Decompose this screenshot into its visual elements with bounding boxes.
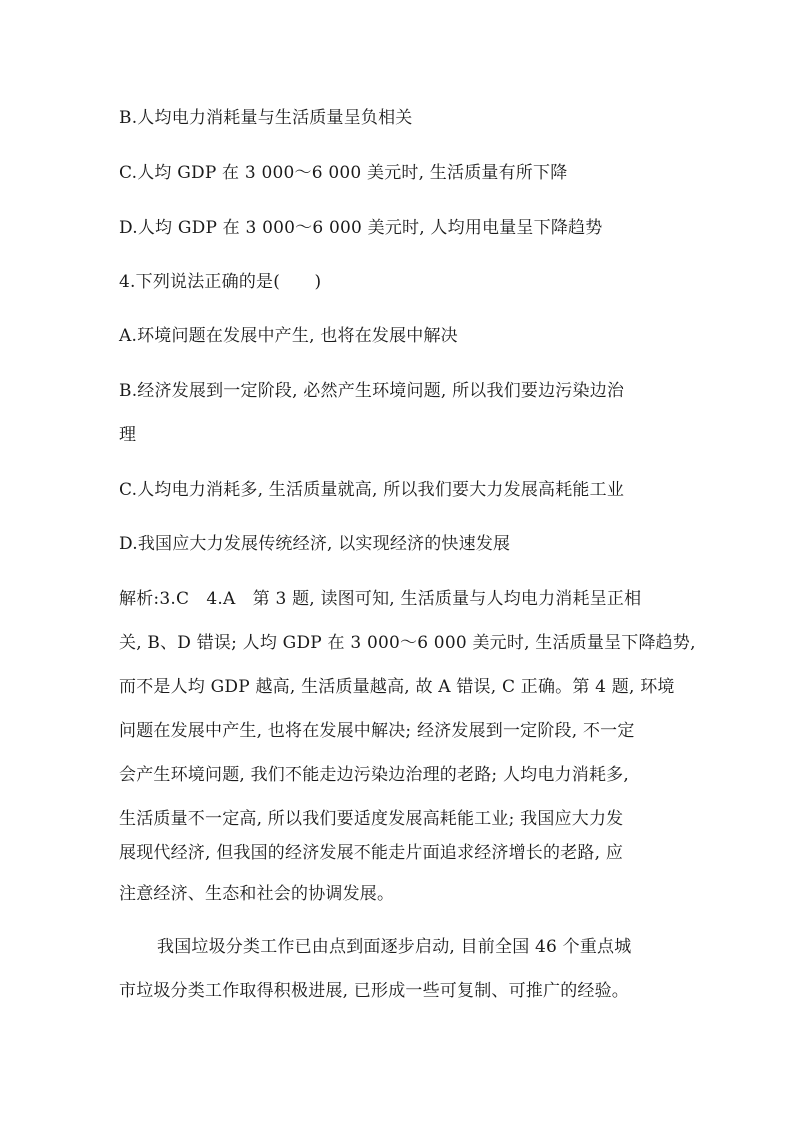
- analysis-line: 会产生环境问题, 我们不能走边污染边治理的老路; 人均电力消耗多,: [119, 765, 629, 785]
- passage-line-1: 我国垃圾分类工作已由点到面逐步启动, 目前全国 46 个重点城: [157, 937, 632, 957]
- option-q3-b: B.人均电力消耗量与生活质量呈负相关: [119, 108, 413, 128]
- analysis-line: 展现代经济, 但我国的经济发展不能走片面追求经济增长的老路, 应: [119, 843, 624, 863]
- analysis-line: 解析:3.C 4.A 第 3 题, 读图可知, 生活质量与人均电力消耗呈正相: [119, 589, 642, 609]
- option-q3-d: D.人均 GDP 在 3 000～6 000 美元时, 人均用电量呈下降趋势: [119, 218, 603, 238]
- analysis-line: 注意经济、生态和社会的协调发展。: [119, 884, 395, 904]
- option-q4-a: A.环境问题在发展中产生, 也将在发展中解决: [119, 326, 458, 346]
- option-q3-c: C.人均 GDP 在 3 000～6 000 美元时, 生活质量有所下降: [119, 163, 568, 183]
- analysis-line: 而不是人均 GDP 越高, 生活质量越高, 故 A 错误, C 正确。第 4 题, 环境: [119, 677, 675, 697]
- option-q4-b-line2: 理: [119, 425, 137, 445]
- option-q4-b-line1: B.经济发展到一定阶段, 必然产生环境问题, 所以我们要边污染边治: [119, 381, 625, 401]
- question-4-stem: 4.下列说法正确的是( ): [119, 272, 322, 292]
- option-q4-c: C.人均电力消耗多, 生活质量就高, 所以我们要大力发展高耗能工业: [119, 480, 625, 500]
- analysis-line: 关, B、D 错误; 人均 GDP 在 3 000～6 000 美元时, 生活质量呈下降趋势,: [119, 633, 696, 653]
- analysis-line: 问题在发展中产生, 也将在发展中解决; 经济发展到一定阶段, 不一定: [119, 721, 635, 741]
- passage-line-2: 市垃圾分类工作取得积极进展, 已形成一些可复制、可推广的经验。: [119, 981, 630, 1001]
- analysis-line: 生活质量不一定高, 所以我们要适度发展高耗能工业; 我国应大力发: [119, 809, 624, 829]
- option-q4-d: D.我国应大力发展传统经济, 以实现经济的快速发展: [119, 534, 511, 554]
